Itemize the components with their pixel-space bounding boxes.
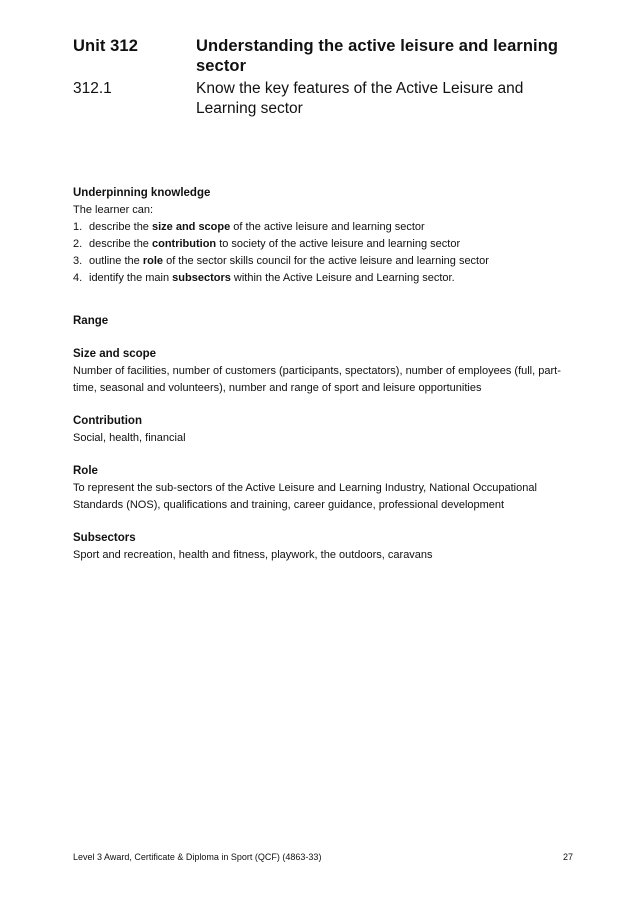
- list-text-after: of the active leisure and learning sector: [230, 221, 425, 233]
- list-text-keyword: size and scope: [151, 221, 231, 233]
- outcome-number: 312.1: [73, 80, 112, 97]
- section-text: To represent the sub-sectors of the Active Leisure and Learning Industry, National Occupational Standards (NOS), qualifications and training, career guidance, professional development: [73, 482, 537, 511]
- outcome-title: Know the key features of the Active Leisure and Learning sector: [196, 80, 524, 117]
- list-item: [73, 270, 573, 287]
- unit-header: [73, 36, 573, 76]
- list-text-keyword: role: [142, 255, 164, 267]
- section-text: Number of facilities, number of customers (participants, spectators), number of employees (full, part-time, seasonal and volunteers), number and range of sport and leisure opportunities: [73, 365, 561, 394]
- range-contribution: [73, 413, 573, 447]
- list-text-before: describe the: [89, 238, 152, 250]
- list-text-after: of the sector skills council for the active leisure and learning sector: [163, 255, 489, 267]
- range-subsectors: [73, 530, 573, 564]
- unit-title: Understanding the active leisure and learning sector: [196, 37, 559, 75]
- list-text-before: describe the: [89, 221, 152, 233]
- list-item: [73, 236, 573, 253]
- list-text: [89, 253, 489, 270]
- list-text: [89, 236, 460, 253]
- main-content: [73, 185, 573, 564]
- range-size-scope: [73, 346, 573, 397]
- range-heading: Range: [73, 315, 109, 327]
- page-footer: [73, 851, 573, 863]
- range-role: [73, 463, 573, 514]
- footer-title: Level 3 Award, Certificate & Diploma in Sport (QCF) (4863-33): [73, 852, 322, 862]
- page-number: 27: [562, 852, 573, 862]
- list-number: 3.: [73, 255, 83, 267]
- section-text: Social, health, financial: [73, 432, 186, 444]
- list-number: 2.: [73, 238, 83, 250]
- unit-label: Unit 312: [73, 37, 138, 55]
- list-text: [89, 270, 455, 287]
- list-number: 1.: [73, 221, 83, 233]
- list-text-after: to society of the active leisure and learning sector: [216, 238, 461, 250]
- section-heading: Role: [73, 465, 98, 477]
- knowledge-heading: Underpinning knowledge: [73, 187, 211, 199]
- section-text: Sport and recreation, health and fitness, playwork, the outdoors, caravans: [73, 549, 433, 561]
- section-heading: Subsectors: [73, 532, 136, 544]
- list-text-before: outline the: [89, 255, 143, 267]
- section-heading: Contribution: [73, 415, 142, 427]
- knowledge-intro: The learner can:: [73, 204, 154, 216]
- list-text-keyword: contribution: [151, 238, 217, 250]
- learning-outcome: [73, 79, 573, 119]
- list-text-keyword: subsectors: [172, 272, 231, 284]
- list-item: [73, 219, 573, 236]
- list-text-before: identify the main: [89, 272, 173, 284]
- knowledge-list: [73, 219, 573, 287]
- list-text-after: within the Active Leisure and Learning sector.: [230, 272, 455, 284]
- list-text: [89, 219, 425, 236]
- list-item: [73, 253, 573, 270]
- section-heading: Size and scope: [73, 348, 157, 360]
- list-number: 4.: [73, 272, 83, 284]
